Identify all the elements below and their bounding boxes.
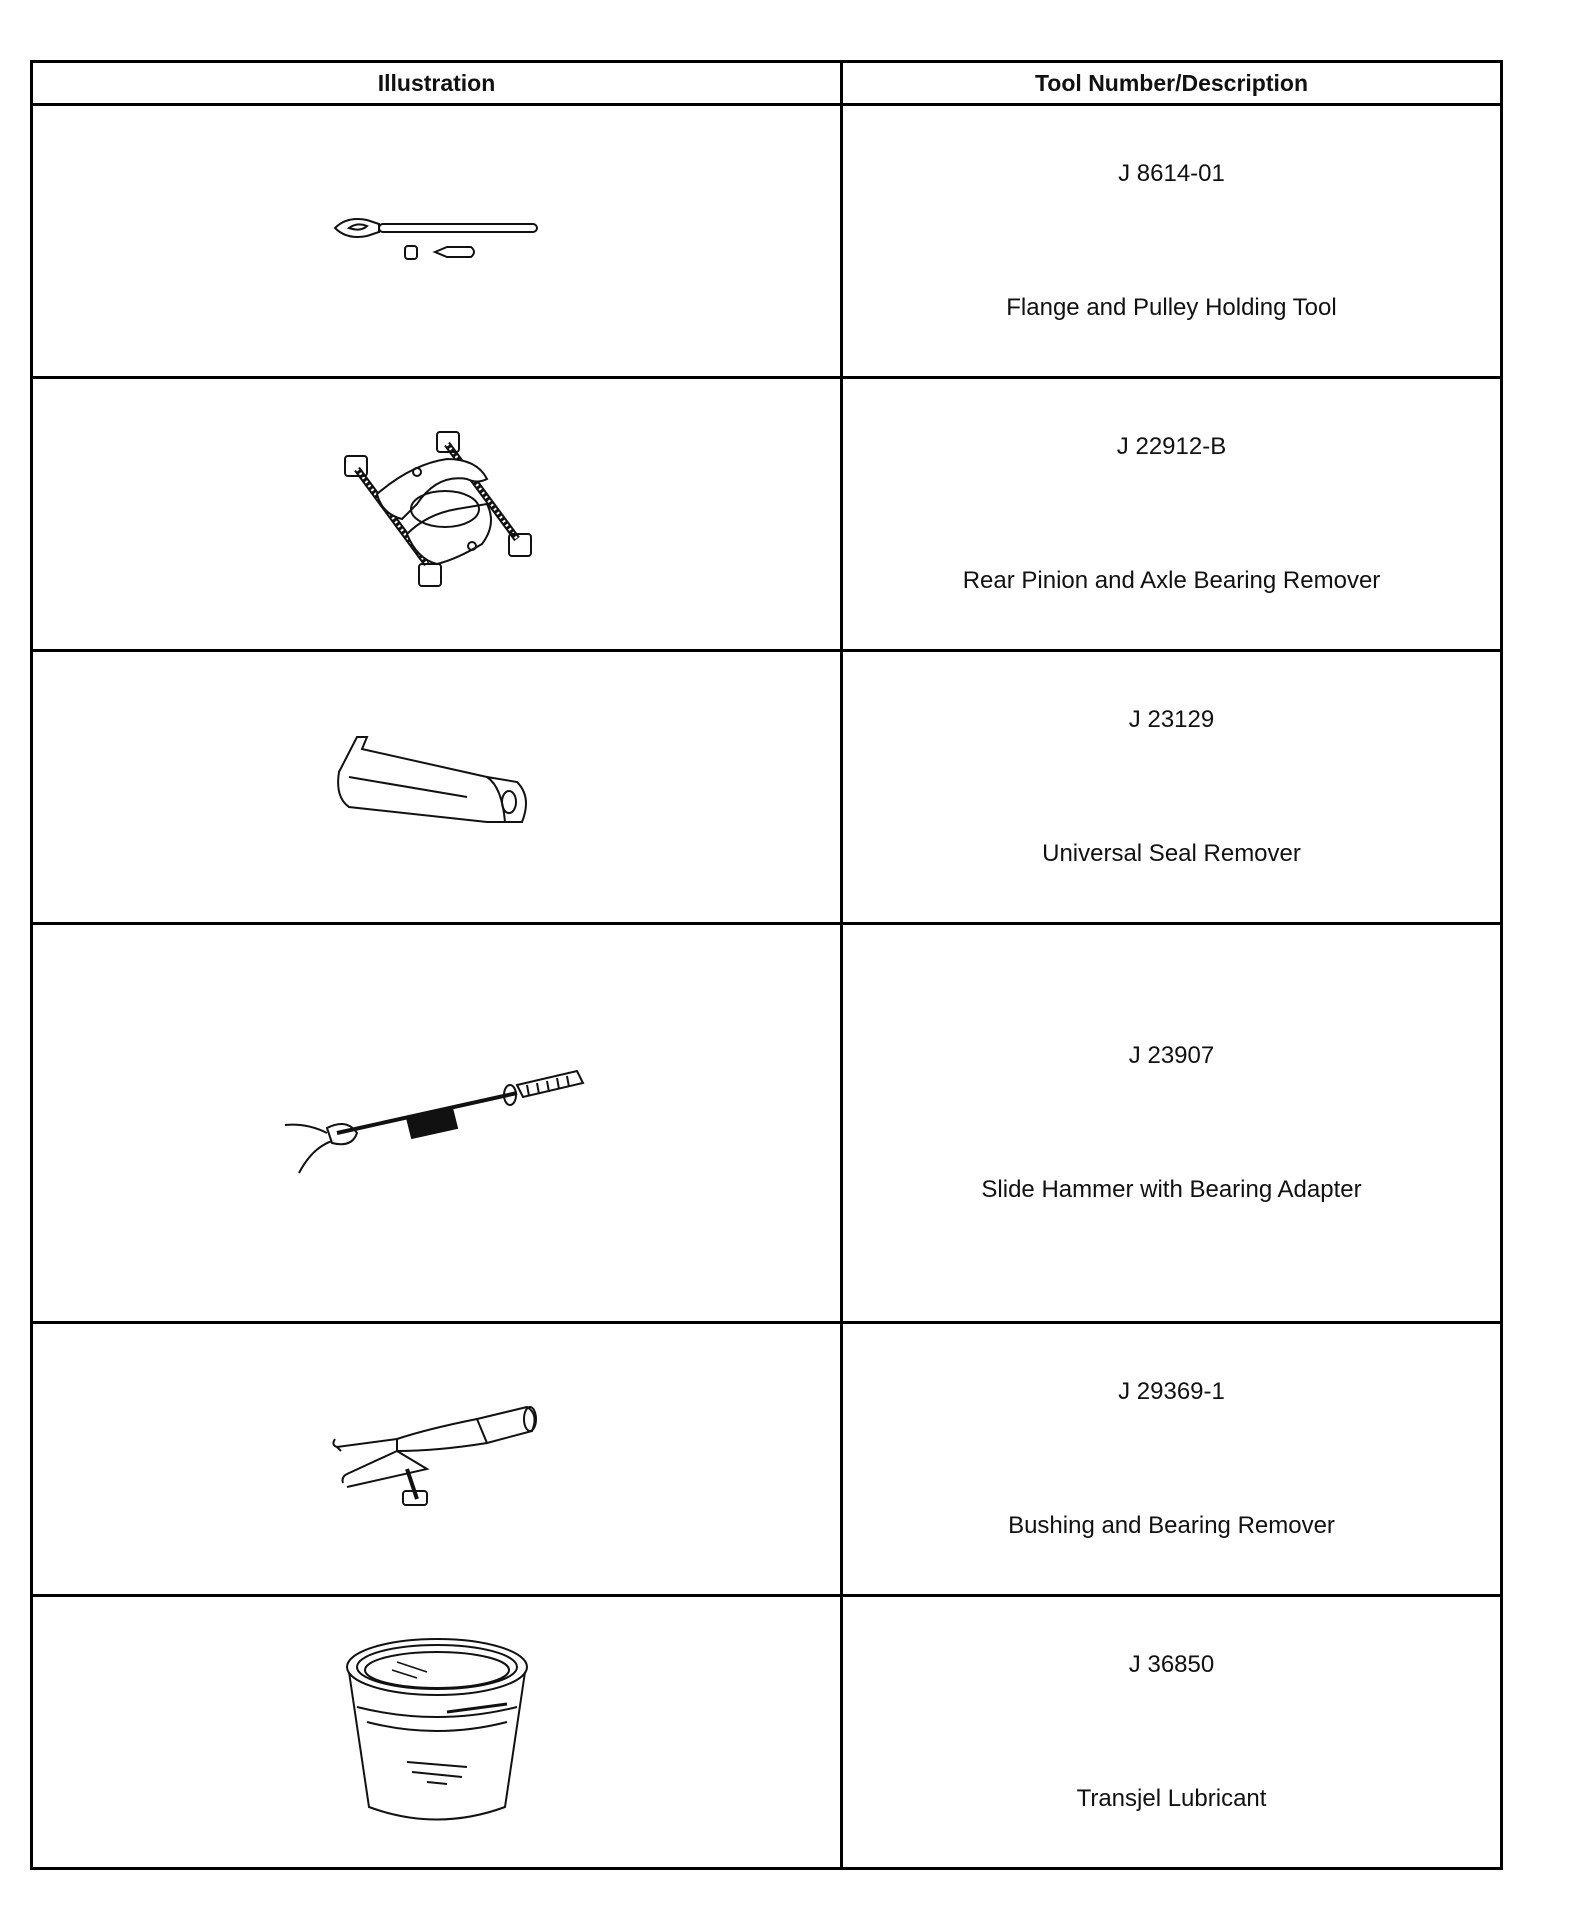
tool-cell xyxy=(842,924,1502,1323)
illustration-cell xyxy=(32,1323,842,1596)
illustration-cell xyxy=(32,1596,842,1869)
table-row xyxy=(32,105,1502,378)
tool-description: Bushing and Bearing Remover xyxy=(1008,1512,1335,1539)
tool-number: J 8614-01 xyxy=(1118,160,1225,187)
illustration-cell xyxy=(32,105,842,378)
tool-number: J 23129 xyxy=(1128,706,1215,733)
tool-cell xyxy=(842,378,1502,651)
tool-description: Rear Pinion and Axle Bearing Remover xyxy=(962,567,1381,594)
table-row xyxy=(32,651,1502,924)
header-tool-description: Tool Number/Description xyxy=(842,62,1502,105)
tool-number: J 29369-1 xyxy=(1118,1378,1225,1405)
tool-number: J 36850 xyxy=(1128,1651,1215,1678)
tool-description: Universal Seal Remover xyxy=(1042,840,1301,867)
bushing-remover-icon xyxy=(327,1399,547,1519)
lubricant-tub-icon xyxy=(337,1632,537,1832)
tool-number: J 22912-B xyxy=(1116,433,1227,460)
table-row xyxy=(32,378,1502,651)
tool-description: Slide Hammer with Bearing Adapter xyxy=(981,1176,1362,1203)
tool-cell xyxy=(842,651,1502,924)
illustration-cell xyxy=(32,924,842,1323)
tool-description: Flange and Pulley Holding Tool xyxy=(1006,294,1337,321)
seal-remover-icon xyxy=(327,727,547,847)
table-row xyxy=(32,1323,1502,1596)
tool-description: Transjel Lubricant xyxy=(1076,1785,1267,1812)
bearing-remover-icon xyxy=(327,424,547,604)
tool-cell xyxy=(842,105,1502,378)
table-row xyxy=(32,1596,1502,1869)
header-illustration: Illustration xyxy=(32,62,842,105)
holding-tool-icon xyxy=(327,206,547,276)
slide-hammer-icon xyxy=(277,1063,597,1183)
illustration-cell xyxy=(32,651,842,924)
illustration-cell xyxy=(32,378,842,651)
table-header-row xyxy=(32,62,1502,105)
special-tools-table xyxy=(30,60,1503,1870)
tool-cell xyxy=(842,1596,1502,1869)
tool-number: J 23907 xyxy=(1128,1042,1215,1069)
table-row xyxy=(32,924,1502,1323)
tool-cell xyxy=(842,1323,1502,1596)
